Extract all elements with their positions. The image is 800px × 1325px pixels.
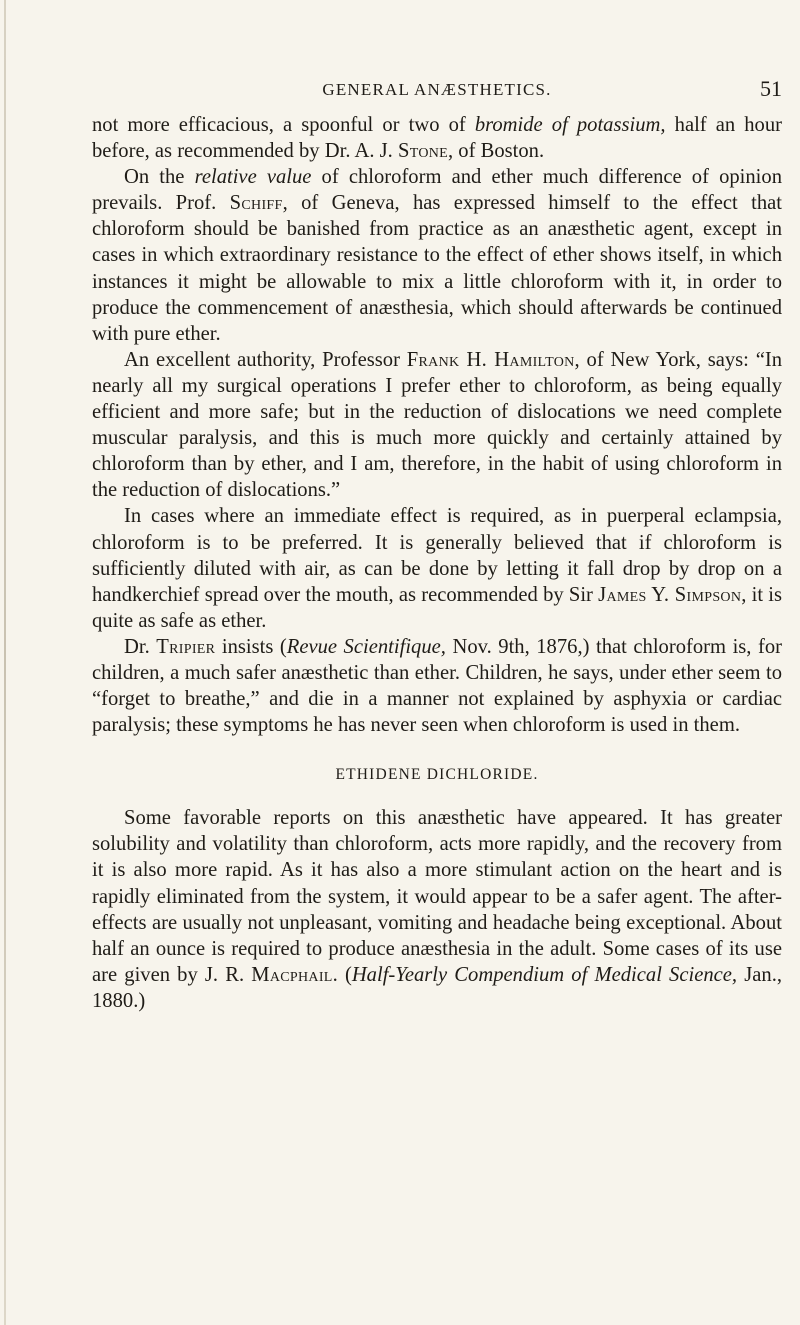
running-title: GENERAL ANÆSTHETICS. [322,80,552,99]
page-header [92,76,782,106]
text-run: Jan., 1880.) [92,963,782,1012]
text-run: of chloroform and ether much difference of opinion prevails. Prof. [92,166,782,215]
paragraph-5 [92,634,782,738]
paragraph-4 [92,503,782,633]
body-text [92,112,782,1014]
page-number: 51 [760,76,782,101]
text-run: not more efficacious, a spoonful or two of [92,114,475,136]
author-name: Schiff [229,192,283,215]
italic-term: bromide of potassium, [474,114,666,136]
text-run: In cases where an immediate effect is required, as in puerperal eclampsia, chloroform is to be preferred. It is generally believed that if chloroform is sufficiently diluted with air, as can be done by letting it fall drop by drop on a handkerchief spread over the mouth, as recommended by Sir [92,505,782,606]
text-run: On the [124,166,195,189]
author-name: Stone [397,140,448,163]
text-run: , of New York, says: “In nearly all my surgical operations I prefer ether to chloroform, as being equally efficient and more safe; but in the reduction of dislocations we need complete muscular paralysis, and this is much more quickly and certainly attained by chloroform than by ether, and I am, therefore, in the habit of using chloroform in the reduction of dislocations.” [92,348,783,502]
section-heading: ETHIDENE DICHLORIDE. [335,766,539,784]
text-run: Some favorable reports on this anæsthetic have appeared. It has greater solubility and volatility than chloroform, acts more rapidly, and the recovery from it is also more rapid. As it has also a more stimulant action on the heart and is rapidly eliminated from the system, it would appear to be a safer agent. The after-effects are usually not unpleasant, vomiting and headache being exceptional. About half an ounce is required to produce anæsthesia in the adult. Some cases of its use are given by J. R. [92,807,782,986]
text-run: half an hour before, as recommended by Dr. A. J. [92,114,783,163]
text-run: insists ( [215,635,287,658]
journal-title: Revue Scientifique, [286,635,446,658]
paragraph-6 [92,805,782,1014]
paragraph-1 [92,112,782,164]
journal-title: Half-Yearly Compendium of Medical Science, [351,963,738,986]
text-run: , of Boston. [448,140,545,163]
paragraph-2 [92,164,782,347]
italic-term: relative value [194,166,312,189]
page-gutter-edge [4,0,6,1325]
text-run: Nov. 9th, 1876,) that chloroform is, for children, a much safer anæsthetic than ether. Children, he says, under ether seem to “forget to breathe,” and die in a manner not explained by asphyxia or cardiac paralysis; these symptoms he has never seen when chloroform is used in them. [92,635,782,737]
text-run: An excellent authority, Professor [124,348,407,371]
author-name: Macphail [251,963,333,986]
author-name: James Y. Simpson [598,583,742,606]
text-run: , of Geneva, has expressed himself to the effect that chloroform should be banished from practice as an anæsthetic agent, except in cases in which extraordinary resistance to the effect of ether shows itself, in which instances it might be allowable to mix a little chloroform with it, in order to produce the commencement of anæsthesia, which should afterwards be continued with pure ether. [92,192,782,345]
paragraph-3 [92,347,782,504]
author-name: Frank H. Hamilton [406,348,575,371]
text-run: , it is quite as safe as ether. [92,583,783,632]
text-run: Dr. [124,635,157,658]
text-run: . ( [332,963,352,986]
author-name: Tripier [156,635,216,658]
